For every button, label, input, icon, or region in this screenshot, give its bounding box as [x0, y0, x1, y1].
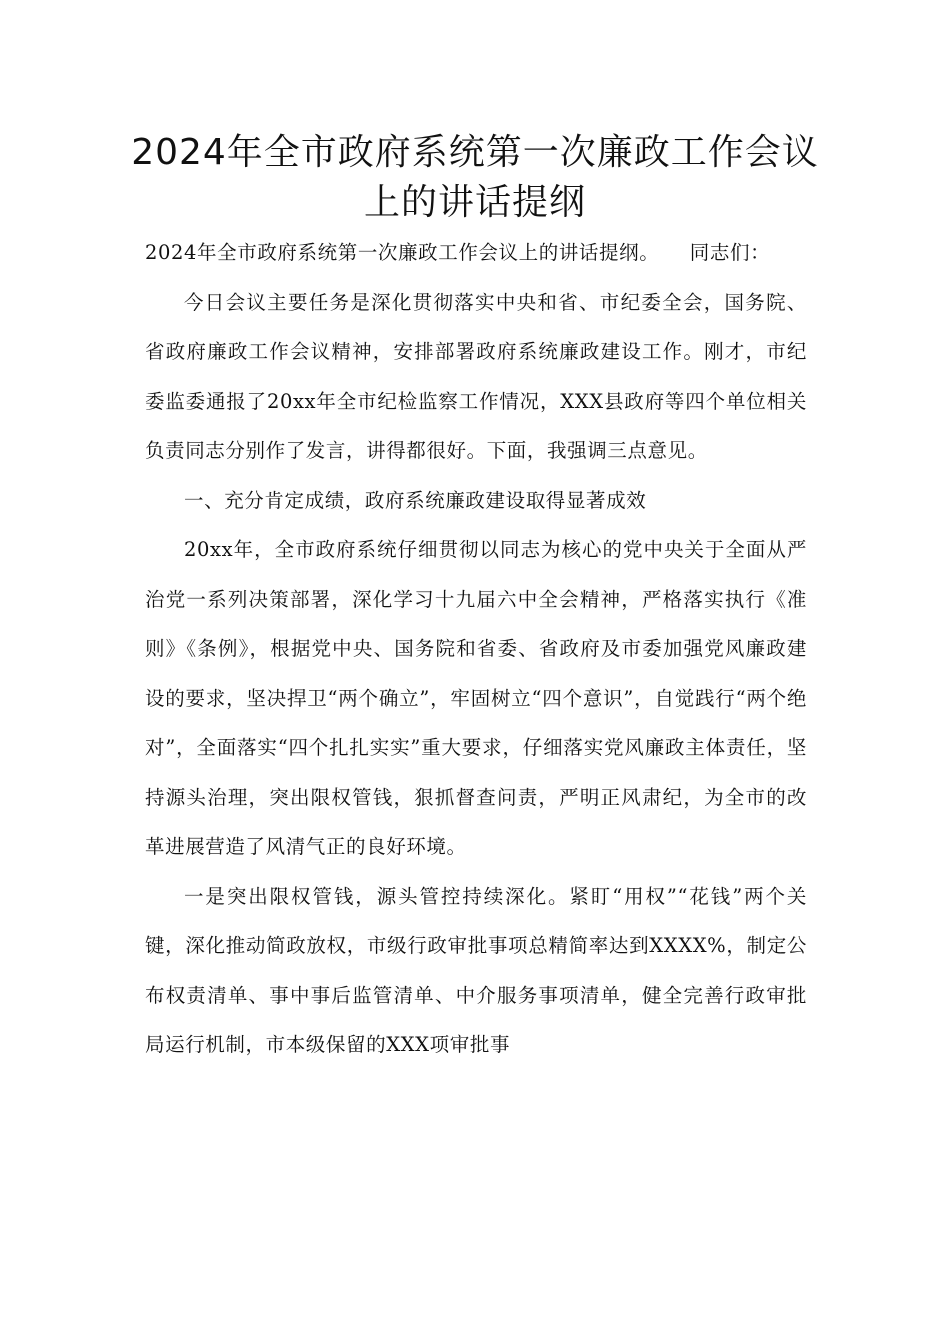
intro-paragraph: 今日会议主要任务是深化贯彻落实中央和省、市纪委全会，国务院、省政府廉政工作会议精神，安排部署政府系统廉政建设工作。刚才，市纪委监委通报了20xx年全市纪检监察工作情况，XXX县政府等四个单位相关负责同志分别作了发言，讲得都很好。下面，我强调三点意见。: [145, 290, 807, 462]
document-title: 2024年全市政府系统第一次廉政工作会议上的讲话提纲: [131, 132, 819, 223]
point-one-paragraph: 一是突出限权管钱，源头管控持续深化。紧盯“用权”“花钱”两个关键，深化推动简政放权，市级行政审批事项总精简率达到XXXX%，制定公布权责清单、事中事后监管清单、中介服务事项清单，健全完善行政审批局运行机制，市本级保留的XXX项审批事: [145, 884, 807, 1056]
document-body: [145, 228, 807, 1070]
section-heading-1: 一、充分肯定成绩，政府系统廉政建设取得显著成效: [184, 488, 647, 512]
greeting-paragraph: 2024年全市政府系统第一次廉政工作会议上的讲话提纲。 同志们：: [145, 241, 771, 264]
achievements-paragraph: 20xx年，全市政府系统仔细贯彻以同志为核心的党中央关于全面从严治党一系列决策部署，深化学习十九届六中全会精神，严格落实执行《准则》《条例》，根据党中央、国务院和省委、省政府及市委加强党风廉政建设的要求，坚决捍卫“两个确立”，牢固树立“四个意识”，自觉践行“两个绝对”，全面落实“四个扎扎实实”重大要求，仔细落实党风廉政主体责任，坚持源头治理，突出限权管钱，狠抓督查问责，严明正风肃纪，为全市的改革进展营造了风清气正的良好环境。: [145, 538, 807, 858]
